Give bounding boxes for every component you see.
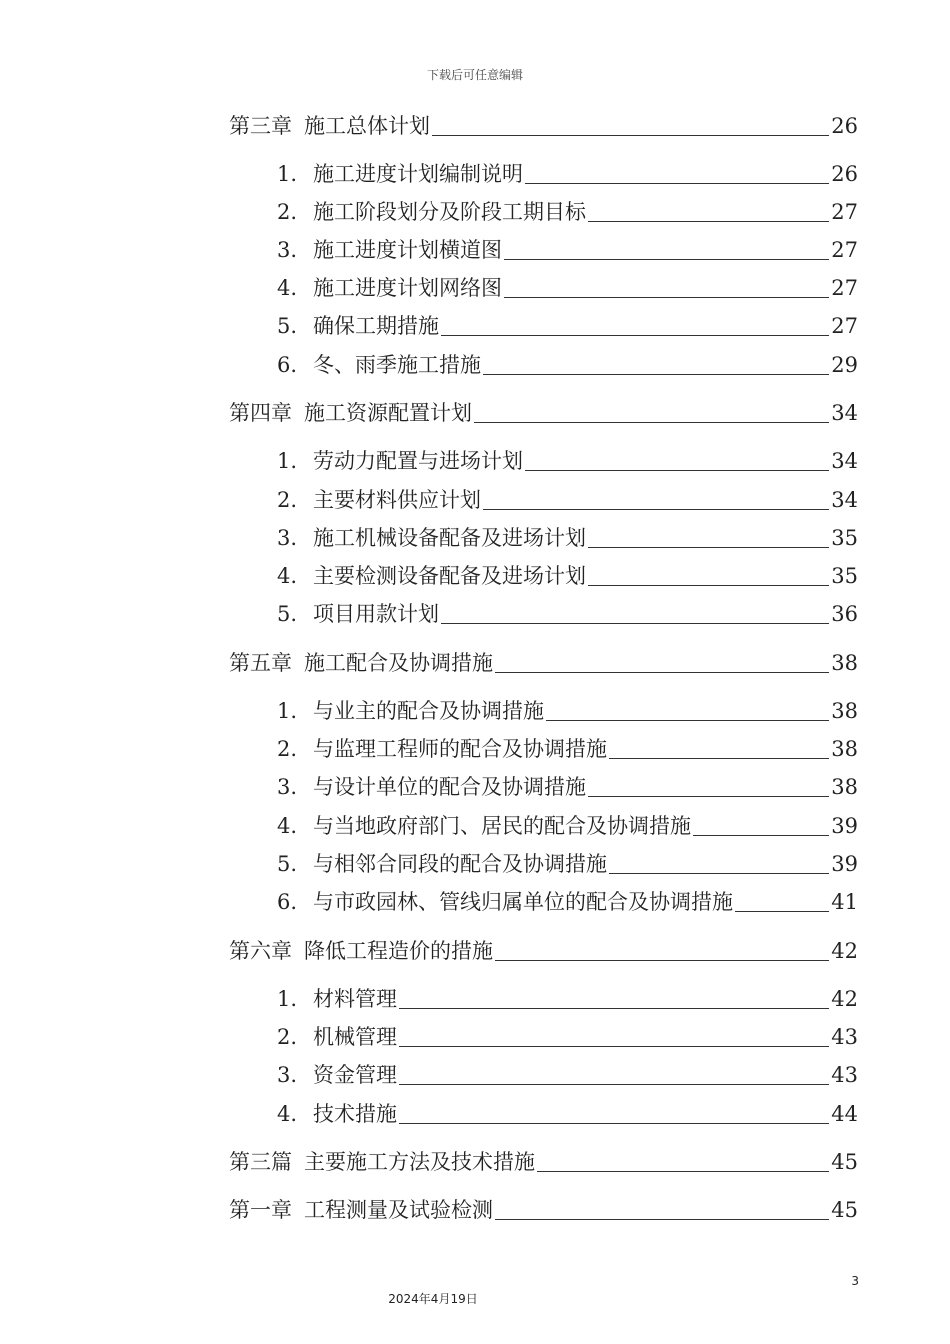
toc-leader-line bbox=[432, 134, 829, 136]
page-header: 下载后可任意编辑 bbox=[426, 68, 523, 82]
toc-entry-label: 2. bbox=[277, 488, 298, 512]
toc-entry-label: 3. bbox=[277, 1063, 298, 1087]
toc-entry-page: 29 bbox=[831, 353, 858, 377]
toc-entry-page: 42 bbox=[831, 987, 858, 1011]
toc-section-entry[interactable] bbox=[277, 272, 858, 302]
toc-leader-line bbox=[693, 834, 829, 836]
toc-section-entry[interactable] bbox=[277, 310, 858, 340]
toc-entry-page: 27 bbox=[831, 276, 858, 300]
toc-entry-page: 39 bbox=[831, 852, 858, 876]
toc-chapter-entry[interactable] bbox=[229, 1194, 858, 1224]
toc-entry-title: 施工资源配置计划 bbox=[304, 401, 472, 425]
toc-leader-line bbox=[495, 959, 829, 961]
toc-entry-page: 35 bbox=[831, 564, 858, 588]
toc-section-entry[interactable] bbox=[277, 484, 858, 514]
toc-leader-line bbox=[399, 1045, 829, 1047]
toc-leader-line bbox=[399, 1122, 829, 1124]
toc-entry-page: 39 bbox=[831, 814, 858, 838]
toc-entry-title: 机械管理 bbox=[313, 1025, 397, 1049]
toc-entry-page: 43 bbox=[831, 1063, 858, 1087]
toc-leader-line bbox=[537, 1170, 829, 1172]
toc-entry-title: 主要施工方法及技术措施 bbox=[304, 1150, 535, 1174]
toc-leader-line bbox=[441, 334, 829, 336]
toc-section-entry[interactable] bbox=[277, 598, 858, 628]
toc-entry-page: 38 bbox=[831, 737, 858, 761]
toc-entry-page: 27 bbox=[831, 200, 858, 224]
toc-section-entry[interactable] bbox=[277, 196, 858, 226]
toc-entry-title: 与市政园林、管线归属单位的配合及协调措施 bbox=[313, 890, 733, 914]
toc-entry-label: 1. bbox=[277, 162, 298, 186]
toc-entry-page: 27 bbox=[831, 314, 858, 338]
toc-entry-label: 2. bbox=[277, 737, 298, 761]
toc-entry-title: 主要材料供应计划 bbox=[313, 488, 481, 512]
toc-entry-label: 2. bbox=[277, 200, 298, 224]
toc-entry-label: 第三篇 bbox=[229, 1150, 292, 1174]
toc-section-entry[interactable] bbox=[277, 158, 858, 188]
toc-entry-label: 6. bbox=[277, 353, 298, 377]
toc-entry-title: 施工总体计划 bbox=[304, 114, 430, 138]
toc-section-entry[interactable] bbox=[277, 349, 858, 379]
toc-entry-page: 35 bbox=[831, 526, 858, 550]
toc-entry-page: 45 bbox=[831, 1198, 858, 1222]
toc-entry-title: 与业主的配合及协调措施 bbox=[313, 699, 544, 723]
toc-entry-page: 42 bbox=[831, 939, 858, 963]
toc-entry-page: 38 bbox=[831, 651, 858, 675]
toc-entry-label: 第三章 bbox=[229, 114, 292, 138]
toc-chapter-entry[interactable] bbox=[229, 397, 858, 427]
toc-entry-label: 5. bbox=[277, 314, 298, 338]
toc-entry-title: 施工进度计划横道图 bbox=[313, 238, 502, 262]
toc-entry-title: 与相邻合同段的配合及协调措施 bbox=[313, 852, 607, 876]
toc-section-entry[interactable] bbox=[277, 1059, 858, 1089]
toc-entry-label: 4. bbox=[277, 276, 298, 300]
toc-entry-title: 施工进度计划网络图 bbox=[313, 276, 502, 300]
toc-entry-title: 冬、雨季施工措施 bbox=[313, 353, 481, 377]
toc-entry-label: 1. bbox=[277, 699, 298, 723]
toc-section-entry[interactable] bbox=[277, 983, 858, 1013]
toc-entry-title: 施工机械设备配备及进场计划 bbox=[313, 526, 586, 550]
toc-entry-label: 1. bbox=[277, 987, 298, 1011]
toc-entry-label: 5. bbox=[277, 602, 298, 626]
toc-section-entry[interactable] bbox=[277, 234, 858, 264]
toc-entry-label: 6. bbox=[277, 890, 298, 914]
toc-leader-line bbox=[609, 872, 829, 874]
toc-leader-line bbox=[495, 1218, 829, 1220]
toc-leader-line bbox=[735, 910, 829, 912]
toc-entry-title: 与监理工程师的配合及协调措施 bbox=[313, 737, 607, 761]
toc-entry-page: 27 bbox=[831, 238, 858, 262]
toc-chapter-entry[interactable] bbox=[229, 935, 858, 965]
toc-section-entry[interactable] bbox=[277, 1021, 858, 1051]
toc-entry-title: 与当地政府部门、居民的配合及协调措施 bbox=[313, 814, 691, 838]
toc-section-entry[interactable] bbox=[277, 810, 858, 840]
toc-entry-label: 4. bbox=[277, 1102, 298, 1126]
toc-entry-title: 项目用款计划 bbox=[313, 602, 439, 626]
toc-entry-label: 5. bbox=[277, 852, 298, 876]
toc-leader-line bbox=[474, 421, 829, 423]
toc-entry-title: 施工阶段划分及阶段工期目标 bbox=[313, 200, 586, 224]
toc-leader-line bbox=[399, 1083, 829, 1085]
toc-section-entry[interactable] bbox=[277, 733, 858, 763]
toc-entry-title: 施工进度计划编制说明 bbox=[313, 162, 523, 186]
toc-entry-title: 降低工程造价的措施 bbox=[304, 939, 493, 963]
toc-entry-page: 36 bbox=[831, 602, 858, 626]
toc-entry-page: 26 bbox=[831, 162, 858, 186]
footer-date: 2024年4月19日 bbox=[388, 1292, 478, 1306]
toc-entry-page: 43 bbox=[831, 1025, 858, 1049]
toc-leader-line bbox=[525, 469, 829, 471]
toc-entry-page: 38 bbox=[831, 775, 858, 799]
toc-leader-line bbox=[588, 546, 829, 548]
toc-leader-line bbox=[399, 1007, 829, 1009]
toc-leader-line bbox=[441, 622, 829, 624]
toc-section-entry[interactable] bbox=[277, 771, 858, 801]
toc-entry-page: 34 bbox=[831, 449, 858, 473]
toc-entry-label: 3. bbox=[277, 775, 298, 799]
toc-section-entry[interactable] bbox=[277, 848, 858, 878]
toc-entry-page: 26 bbox=[831, 114, 858, 138]
toc-entry-page: 44 bbox=[831, 1102, 858, 1126]
toc-leader-line bbox=[504, 296, 829, 298]
toc-chapter-entry[interactable] bbox=[229, 110, 858, 140]
toc-section-entry[interactable] bbox=[277, 560, 858, 590]
toc-leader-line bbox=[588, 220, 829, 222]
toc-entry-label: 1. bbox=[277, 449, 298, 473]
toc-entry-label: 2. bbox=[277, 1025, 298, 1049]
toc-entry-title: 技术措施 bbox=[313, 1102, 397, 1126]
toc-entry-label: 第六章 bbox=[229, 939, 292, 963]
toc-section-entry[interactable] bbox=[277, 886, 858, 916]
toc-section-entry[interactable] bbox=[277, 1098, 858, 1128]
toc-entry-page: 45 bbox=[831, 1150, 858, 1174]
toc-entry-label: 第一章 bbox=[229, 1198, 292, 1222]
toc-entry-label: 3. bbox=[277, 526, 298, 550]
toc-leader-line bbox=[483, 373, 829, 375]
toc-entry-label: 第五章 bbox=[229, 651, 292, 675]
toc-entry-title: 材料管理 bbox=[313, 987, 397, 1011]
page-number: 3 bbox=[851, 1274, 859, 1288]
toc-leader-line bbox=[546, 719, 829, 721]
toc-entry-label: 3. bbox=[277, 238, 298, 262]
toc-entry-title: 主要检测设备配备及进场计划 bbox=[313, 564, 586, 588]
toc-entry-label: 4. bbox=[277, 814, 298, 838]
toc-entry-page: 34 bbox=[831, 488, 858, 512]
toc-leader-line bbox=[483, 508, 829, 510]
toc-entry-title: 施工配合及协调措施 bbox=[304, 651, 493, 675]
toc-entry-label: 第四章 bbox=[229, 401, 292, 425]
toc-leader-line bbox=[504, 258, 829, 260]
toc-entry-title: 劳动力配置与进场计划 bbox=[313, 449, 523, 473]
toc-entry-title: 与设计单位的配合及协调措施 bbox=[313, 775, 586, 799]
toc-entry-label: 4. bbox=[277, 564, 298, 588]
toc-section-entry[interactable] bbox=[277, 695, 858, 725]
toc-entry-page: 41 bbox=[831, 890, 858, 914]
toc-section-entry[interactable] bbox=[277, 445, 858, 475]
toc-chapter-entry[interactable] bbox=[229, 647, 858, 677]
toc-leader-line bbox=[609, 757, 829, 759]
toc-leader-line bbox=[495, 671, 829, 673]
toc-leader-line bbox=[588, 584, 829, 586]
toc-entry-title: 工程测量及试验检测 bbox=[304, 1198, 493, 1222]
toc-entry-title: 确保工期措施 bbox=[313, 314, 439, 338]
toc-leader-line bbox=[525, 182, 829, 184]
toc-entry-page: 38 bbox=[831, 699, 858, 723]
toc-section-entry[interactable] bbox=[277, 522, 858, 552]
toc-entry-title: 资金管理 bbox=[313, 1063, 397, 1087]
toc-leader-line bbox=[588, 795, 829, 797]
toc-chapter-entry[interactable] bbox=[229, 1146, 858, 1176]
toc-entry-page: 34 bbox=[831, 401, 858, 425]
